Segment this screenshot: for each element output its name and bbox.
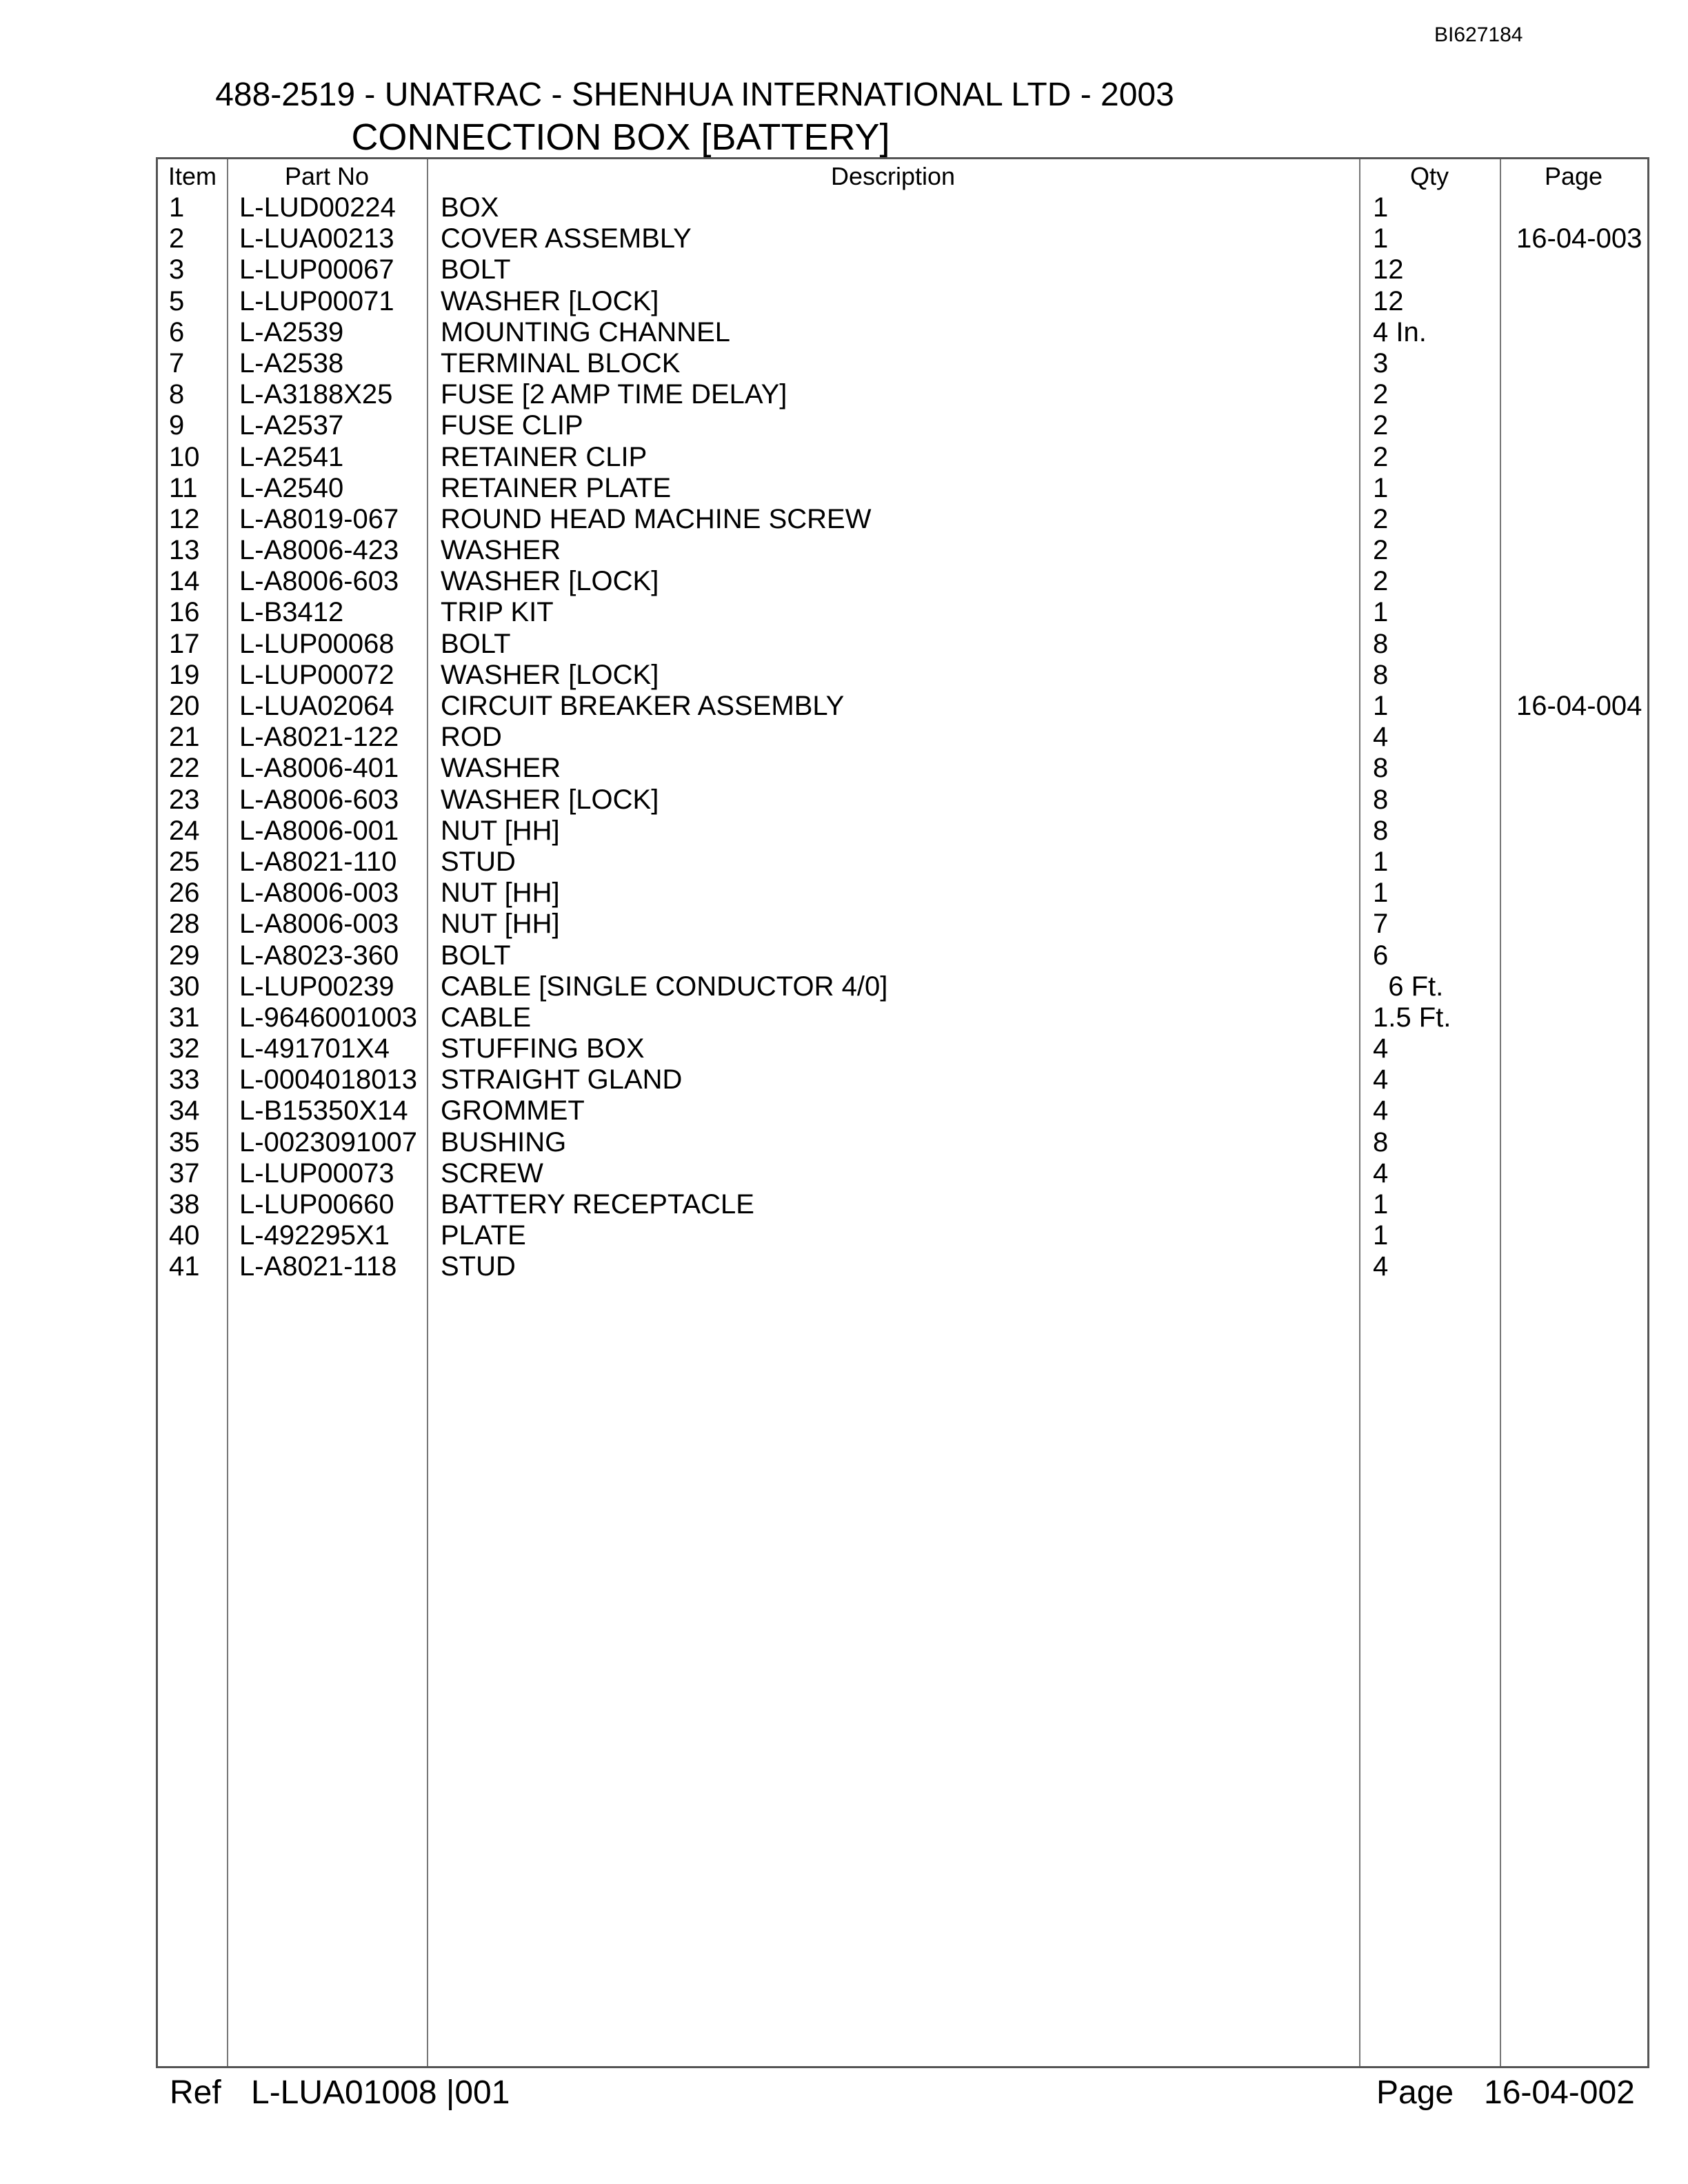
cell-part-no: L-A8021-122: [239, 722, 399, 753]
cell-qty: 12: [1373, 285, 1404, 316]
cell-qty: 1: [1373, 1189, 1389, 1220]
column-header-item: Item: [168, 162, 217, 190]
cell-item: 26: [169, 878, 200, 909]
table-row: [158, 254, 1647, 285]
cell-description: WASHER [LOCK]: [441, 659, 659, 690]
column-header-part-no: Part No: [284, 162, 370, 190]
cell-qty: 8: [1373, 628, 1389, 659]
cell-qty: 7: [1373, 909, 1389, 940]
cell-item: 8: [169, 379, 185, 410]
cell-qty: 12: [1373, 254, 1404, 285]
table-row: [158, 816, 1647, 847]
table-row: [158, 629, 1647, 660]
cell-description: STUD: [441, 846, 516, 877]
cell-qty: 4: [1373, 1033, 1389, 1064]
table-row: [158, 1220, 1647, 1251]
cell-description: FUSE CLIP: [441, 410, 583, 441]
table-row: [158, 1064, 1647, 1095]
table-row: [158, 1002, 1647, 1033]
cell-item: 3: [169, 254, 185, 285]
cell-description: COVER ASSEMBLY: [441, 223, 692, 254]
cell-description: MOUNTING CHANNEL: [441, 316, 731, 347]
cell-item: 7: [169, 347, 185, 378]
cell-description: BOLT: [441, 628, 511, 659]
cell-part-no: L-A2541: [239, 441, 344, 472]
cell-description: SCREW: [441, 1157, 543, 1189]
cell-qty: 1: [1373, 846, 1389, 877]
column-header-page: Page: [1544, 162, 1603, 190]
table-row: [158, 1251, 1647, 1282]
cell-description: TRIP KIT: [441, 597, 554, 628]
parts-table: [156, 157, 1649, 2068]
cell-item: 17: [169, 628, 200, 659]
cell-part-no: L-A8006-003: [239, 878, 399, 909]
cell-part-no: L-LUP00073: [239, 1157, 394, 1189]
cell-part-no: L-LUP00239: [239, 971, 394, 1002]
cell-qty: 4: [1373, 1064, 1389, 1095]
table-row: [158, 504, 1647, 535]
table-row: [158, 286, 1647, 317]
cell-description: RETAINER PLATE: [441, 472, 672, 503]
cell-item: 35: [169, 1126, 200, 1157]
cell-qty: 8: [1373, 659, 1389, 690]
cell-qty: 4: [1373, 1157, 1389, 1189]
cell-item: 32: [169, 1033, 200, 1064]
cell-description: ROD: [441, 722, 502, 753]
cell-part-no: L-A8019-067: [239, 503, 399, 534]
cell-description: NUT [HH]: [441, 909, 560, 940]
table-row: [158, 317, 1647, 348]
cell-item: 22: [169, 753, 200, 784]
cell-qty: 1: [1373, 192, 1389, 223]
cell-description: WASHER [LOCK]: [441, 285, 659, 316]
cell-part-no: L-A8006-603: [239, 784, 399, 815]
cell-part-no: L-A8021-118: [239, 1251, 397, 1282]
cell-item: 40: [169, 1220, 200, 1251]
cell-part-no: L-LUP00660: [239, 1189, 394, 1220]
cell-page: 16-04-004: [1516, 691, 1642, 721]
cell-description: FUSE [2 AMP TIME DELAY]: [441, 379, 787, 410]
cell-qty: 6 Ft.: [1373, 971, 1444, 1002]
cell-description: WASHER: [441, 753, 561, 784]
table-row: [158, 535, 1647, 566]
table-row: [158, 1127, 1647, 1158]
cell-item: 14: [169, 566, 200, 597]
cell-item: 20: [169, 691, 200, 721]
cell-qty: 1.5 Ft.: [1373, 1002, 1451, 1033]
table-row: [158, 223, 1647, 254]
cell-part-no: L-LUA00213: [239, 223, 394, 254]
cell-description: GROMMET: [441, 1095, 585, 1126]
cell-item: 33: [169, 1064, 200, 1095]
cell-item: 23: [169, 784, 200, 815]
column-header-description: Description: [830, 162, 956, 190]
cell-page: 16-04-003: [1516, 223, 1642, 254]
cell-qty: 4: [1373, 1251, 1389, 1282]
table-row: [158, 753, 1647, 784]
cell-part-no: L-A8006-423: [239, 535, 399, 566]
cell-item: 25: [169, 846, 200, 877]
cell-part-no: L-A8023-360: [239, 940, 399, 971]
cell-description: WASHER [LOCK]: [441, 566, 659, 597]
table-row: [158, 785, 1647, 816]
cell-qty: 6: [1373, 940, 1389, 971]
table-row: [158, 971, 1647, 1002]
cell-description: NUT [HH]: [441, 815, 560, 846]
cell-part-no: L-A2539: [239, 316, 344, 347]
cell-item: 10: [169, 441, 200, 472]
cell-item: 30: [169, 971, 200, 1002]
cell-description: BOX: [441, 192, 499, 223]
cell-part-no: L-A8006-003: [239, 909, 399, 940]
cell-item: 12: [169, 503, 200, 534]
cell-part-no: L-A8006-001: [239, 815, 399, 846]
cell-description: BATTERY RECEPTACLE: [441, 1189, 754, 1220]
cell-part-no: L-LUP00072: [239, 659, 394, 690]
cell-part-no: L-LUP00071: [239, 285, 394, 316]
cell-item: 11: [169, 472, 198, 503]
document-title: 488-2519 - UNATRAC - SHENHUA INTERNATIONAL LTD - 2003: [215, 77, 1174, 113]
cell-qty: 1: [1373, 1220, 1389, 1251]
cell-item: 34: [169, 1095, 200, 1126]
table-row: [158, 1158, 1647, 1189]
cell-description: STUFFING BOX: [441, 1033, 645, 1064]
table-row: [158, 473, 1647, 504]
table-row: [158, 878, 1647, 909]
table-row: [158, 660, 1647, 691]
cell-description: NUT [HH]: [441, 878, 560, 909]
table-row: [158, 348, 1647, 379]
cell-qty: 4 In.: [1373, 316, 1427, 347]
cell-part-no: L-0023091007: [239, 1126, 418, 1157]
table-row: [158, 566, 1647, 597]
cell-item: 28: [169, 909, 200, 940]
cell-qty: 2: [1373, 535, 1389, 566]
footer-ref-label: Ref: [170, 2074, 221, 2111]
cell-description: PLATE: [441, 1220, 526, 1251]
cell-description: STRAIGHT GLAND: [441, 1064, 683, 1095]
table-row: [158, 192, 1647, 223]
cell-item: 6: [169, 316, 185, 347]
cell-part-no: L-A2537: [239, 410, 344, 441]
table-row: [158, 1189, 1647, 1220]
cell-item: 21: [169, 722, 200, 753]
cell-part-no: L-A8006-401: [239, 753, 399, 784]
cell-part-no: L-491701X4: [239, 1033, 390, 1064]
footer-page-label: Page: [1376, 2074, 1454, 2111]
cell-part-no: L-A8021-110: [239, 846, 397, 877]
cell-item: 31: [169, 1002, 200, 1033]
cell-part-no: L-A2538: [239, 347, 344, 378]
cell-item: 24: [169, 815, 200, 846]
cell-item: 16: [169, 597, 200, 628]
cell-item: 2: [169, 223, 185, 254]
cell-part-no: L-A8006-603: [239, 566, 399, 597]
cell-description: BOLT: [441, 254, 511, 285]
cell-qty: 8: [1373, 784, 1389, 815]
cell-qty: 1: [1373, 691, 1389, 721]
cell-part-no: L-LUA02064: [239, 691, 394, 721]
cell-part-no: L-492295X1: [239, 1220, 390, 1251]
table-row: [158, 1033, 1647, 1064]
cell-qty: 1: [1373, 472, 1389, 503]
cell-part-no: L-B15350X14: [239, 1095, 408, 1126]
cell-qty: 8: [1373, 1126, 1389, 1157]
cell-description: CIRCUIT BREAKER ASSEMBLY: [441, 691, 845, 721]
footer-ref-value: L-LUA01008 |001: [251, 2074, 510, 2111]
cell-part-no: L-A2540: [239, 472, 344, 503]
section-title: CONNECTION BOX [BATTERY]: [351, 117, 890, 158]
cell-item: 9: [169, 410, 185, 441]
table-row: [158, 909, 1647, 940]
cell-part-no: L-B3412: [239, 597, 344, 628]
table-row: [158, 940, 1647, 971]
cell-item: 13: [169, 535, 200, 566]
cell-qty: 2: [1373, 410, 1389, 441]
table-row: [158, 379, 1647, 410]
table-body: [158, 192, 1647, 1283]
cell-part-no: L-A3188X25: [239, 379, 393, 410]
cell-description: BOLT: [441, 940, 511, 971]
table-row: [158, 597, 1647, 628]
cell-description: TERMINAL BLOCK: [441, 347, 681, 378]
cell-item: 38: [169, 1189, 200, 1220]
cell-description: WASHER: [441, 535, 561, 566]
cell-qty: 3: [1373, 347, 1389, 378]
cell-qty: 4: [1373, 722, 1389, 753]
table-row: [158, 442, 1647, 473]
cell-item: 41: [169, 1251, 200, 1282]
table-row: [158, 691, 1647, 722]
footer-page-value: 16-04-002: [1484, 2074, 1635, 2111]
table-row: [158, 1095, 1647, 1126]
table-row: [158, 722, 1647, 753]
cell-qty: 8: [1373, 753, 1389, 784]
cell-description: CABLE: [441, 1002, 532, 1033]
cell-description: BUSHING: [441, 1126, 567, 1157]
cell-qty: 1: [1373, 223, 1389, 254]
cell-part-no: L-LUP00067: [239, 254, 394, 285]
cell-qty: 1: [1373, 878, 1389, 909]
cell-qty: 1: [1373, 597, 1389, 628]
cell-qty: 2: [1373, 566, 1389, 597]
cell-item: 1: [169, 192, 185, 223]
cell-part-no: L-0004018013: [239, 1064, 418, 1095]
cell-part-no: L-9646001003: [239, 1002, 418, 1033]
cell-item: 19: [169, 659, 200, 690]
cell-description: CABLE [SINGLE CONDUCTOR 4/0]: [441, 971, 888, 1002]
cell-item: 5: [169, 285, 185, 316]
cell-qty: 2: [1373, 441, 1389, 472]
cell-qty: 2: [1373, 503, 1389, 534]
cell-item: 37: [169, 1157, 200, 1189]
cell-item: 29: [169, 940, 200, 971]
cell-qty: 4: [1373, 1095, 1389, 1126]
cell-qty: 2: [1373, 379, 1389, 410]
cell-description: WASHER [LOCK]: [441, 784, 659, 815]
table-row: [158, 410, 1647, 441]
cell-description: ROUND HEAD MACHINE SCREW: [441, 503, 872, 534]
column-header-qty: Qty: [1409, 162, 1449, 190]
cell-part-no: L-LUP00068: [239, 628, 394, 659]
cell-part-no: L-LUD00224: [239, 192, 396, 223]
cell-description: RETAINER CLIP: [441, 441, 647, 472]
cell-description: STUD: [441, 1251, 516, 1282]
document-id: BI627184: [1434, 23, 1523, 46]
table-header: [158, 162, 1647, 192]
table-row: [158, 847, 1647, 878]
cell-qty: 8: [1373, 815, 1389, 846]
